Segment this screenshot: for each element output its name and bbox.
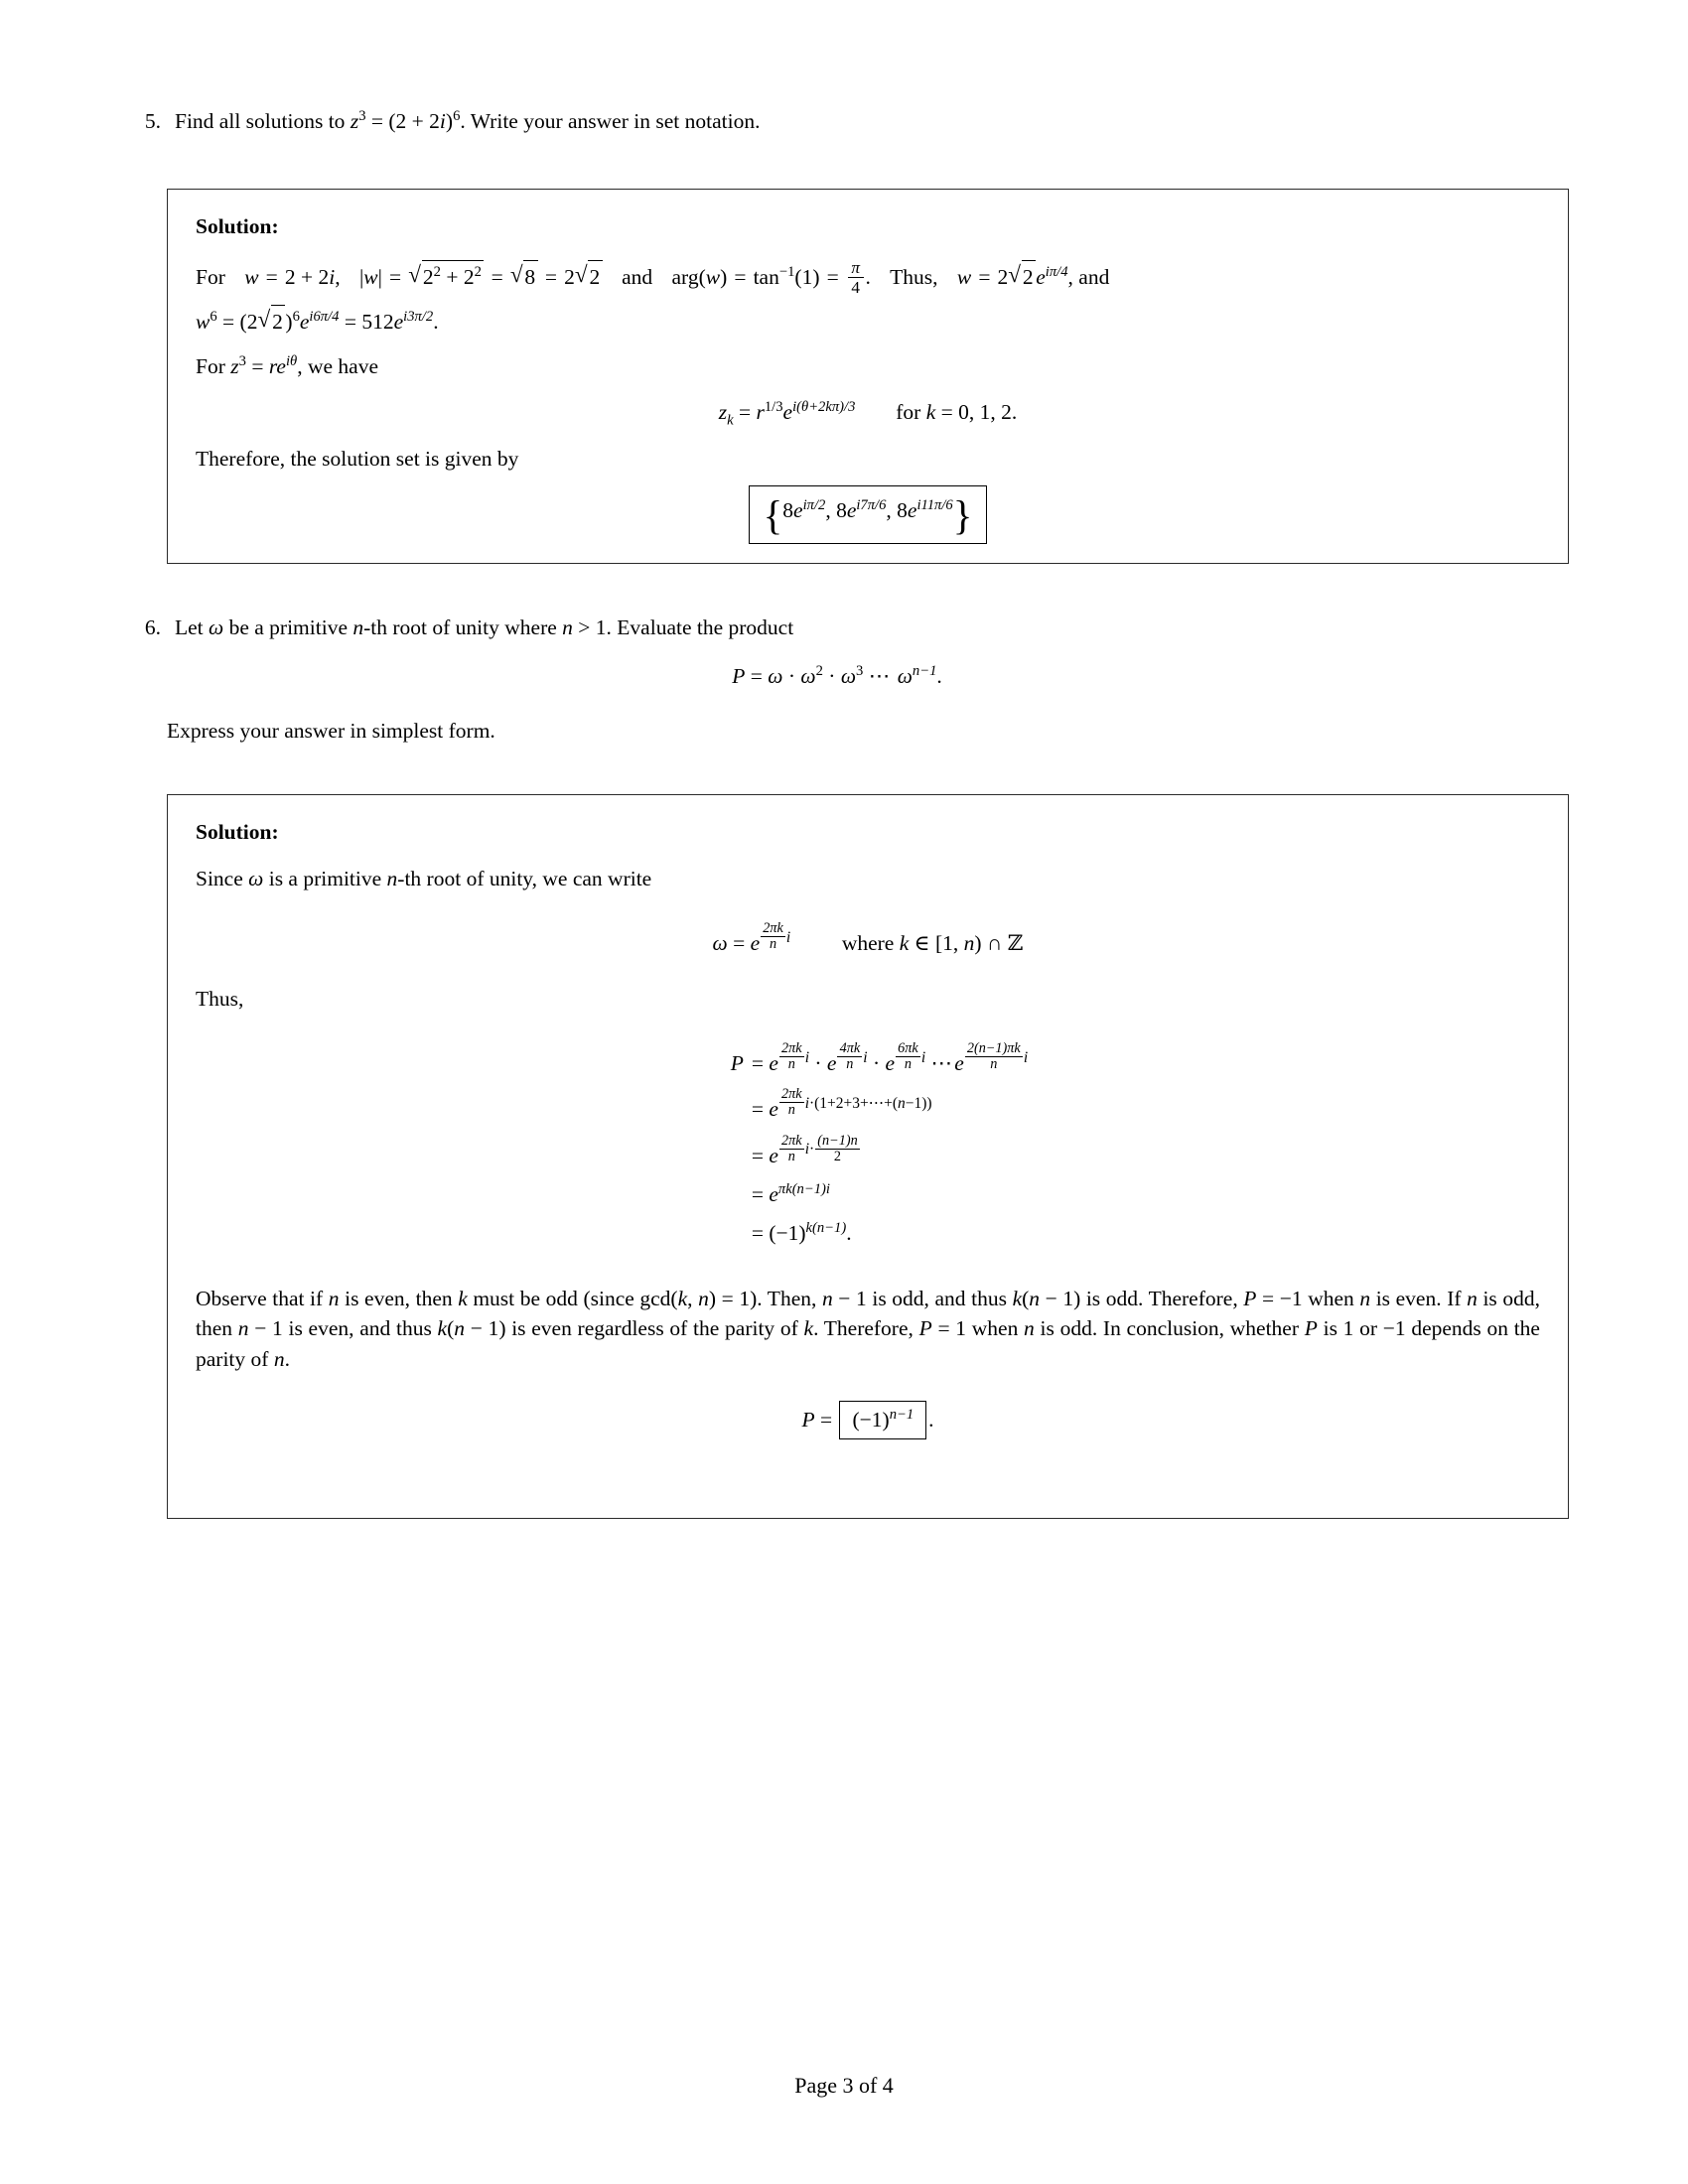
problem-6-statement-d: . Evaluate the product: [606, 615, 794, 639]
problem-6-statement-b: be a primitive: [223, 615, 353, 639]
problem-6-product-equation: $P = \omega \cdot \omega^2 \cdot \omega^3$ ⋯ $\omega^{n-1}$.: [732, 662, 942, 688]
problem-5-sol-line-3-prefix: For: [196, 353, 231, 378]
problem-5-sol-line-3-suffix: , we have: [297, 353, 378, 378]
p6-since-n: n: [386, 866, 398, 890]
p6-since-c: -th root of unity, we can write: [397, 866, 652, 890]
solution-label-5: Solution:: [196, 214, 279, 238]
problem-6-statement: [175, 615, 1567, 640]
problem-6-thus: Thus,: [196, 987, 244, 1012]
problem-6-sol-line-1: [196, 864, 1540, 894]
problem-5-statement-suffix: . Write your answer in set notation.: [460, 109, 761, 133]
p6-since-b: is a primitive: [263, 866, 387, 890]
derivation-row-4: = $e^{\pi k(n-1)i}$: [751, 1180, 830, 1206]
derivation-row-1: P = e $^{\frac{2\pi k}{n} i}$ · e $^{\frac{4\pi k}{n} i}$ · e $^{\frac{6\pi k}{n} i}$ ⋯e $^{\frac{2(n-1)\pi k}{n} i}$: [730, 1039, 1029, 1075]
problem-6-n: n: [352, 615, 364, 639]
problem-5-number: 5.: [144, 109, 161, 133]
problem-6-answer-box: $(-1)^{n-1}$: [839, 1401, 926, 1440]
problem-5-solution-box: [167, 189, 1569, 564]
problem-6-final-answer: $P = (-1)^{n-1}$ .: [196, 1401, 1540, 1440]
problem-6-statement-c: -th root of unity where: [363, 615, 563, 639]
problem-5-answer-box: {$8e^{i\pi/2}$, $8e^{i7\pi/6}$, $8e^{i11\pi/6}$}: [749, 485, 988, 544]
problem-6-omega: ω: [209, 615, 224, 639]
page-footer: Page 3 of 4: [794, 2073, 894, 2098]
solution-label-6: Solution:: [196, 820, 279, 844]
problem-5-statement: [175, 109, 1567, 134]
problem-6-statement-a: Let: [175, 615, 210, 639]
derivation-row-2: = e $^{\frac{2\pi k}{n} i\cdot(1+2+3+\cdots+(n-1))}$: [751, 1086, 932, 1122]
problem-6-solution-box: [167, 794, 1569, 1519]
problem-5-statement-prefix: Find all solutions to: [175, 109, 351, 133]
p6-since-omega: ω: [248, 866, 264, 890]
problem-5-sol-line-3: For $z^3 = re^{i\theta}$, we have: [196, 352, 378, 378]
problem-6: [127, 615, 1567, 705]
problem-5-equation-zk: $z_k = r^{1/3}e^{i(\theta+2k\pi)/3}$ for k = 0, 1, 2.: [718, 398, 1018, 429]
derivation-row-5: = $(-1)^{k(n-1)}$.: [751, 1220, 852, 1246]
problem-6-ngt1: n > 1: [562, 615, 607, 639]
problem-5-sol-line-1: For w = 2 + 2i, |w| = √ $2^2 + 2^2$ = √ 8 = 2 √ 2 and $arg(w) = \tan^{-1}(1)$ = $\frac{\pi}{4}$ . Thus, w = 2 √ 2 $e^{i\pi/4}$, and: [196, 258, 1540, 298]
problem-5-statement-math: $z^3 = (2 + 2i)^6$: [350, 107, 461, 133]
problem-6-omega-definition: ω = e $^{\frac{2\pi k}{n} i}$ where k ∈ [1, n) ∩ ℤ: [712, 920, 1024, 955]
p6-since-a: Since: [196, 866, 249, 890]
derivation-row-3: = e $^{\frac{2\pi k}{n} i\cdot \frac{(n-1)n}{2}}$: [708, 1134, 1028, 1170]
problem-5-sol-line-4: Therefore, the solution set is given by: [196, 446, 519, 471]
problem-5-answer: [196, 485, 1540, 544]
problem-6-derivation: [196, 1032, 1540, 1258]
problem-6-conclusion: Observe that if n is even, then k must be odd (since gcd(k, n) = 1). Then, n − 1 is odd, and thus k(n − 1) is odd. Therefore, P = −1 when n is even. If n is odd, then n − 1 is even, and thus k(n − 1) is even regardless of the parity of k. Therefore, P = 1 when n is odd. In conclusion, whether P is 1 or −1 depends on the parity of n.: [196, 1286, 1541, 1371]
problem-5-sol-line-2: $w^6 = (2$ √ 2 )$^6e^{i6\pi/4} = 512e^{i3\pi/2}$.: [196, 305, 1540, 338]
problem-6-express-text: Express your answer in simplest form.: [167, 719, 495, 743]
problem-6-express-note: [167, 719, 1569, 744]
problem-6-number: 6.: [144, 615, 161, 639]
problem-5: [127, 109, 1567, 134]
